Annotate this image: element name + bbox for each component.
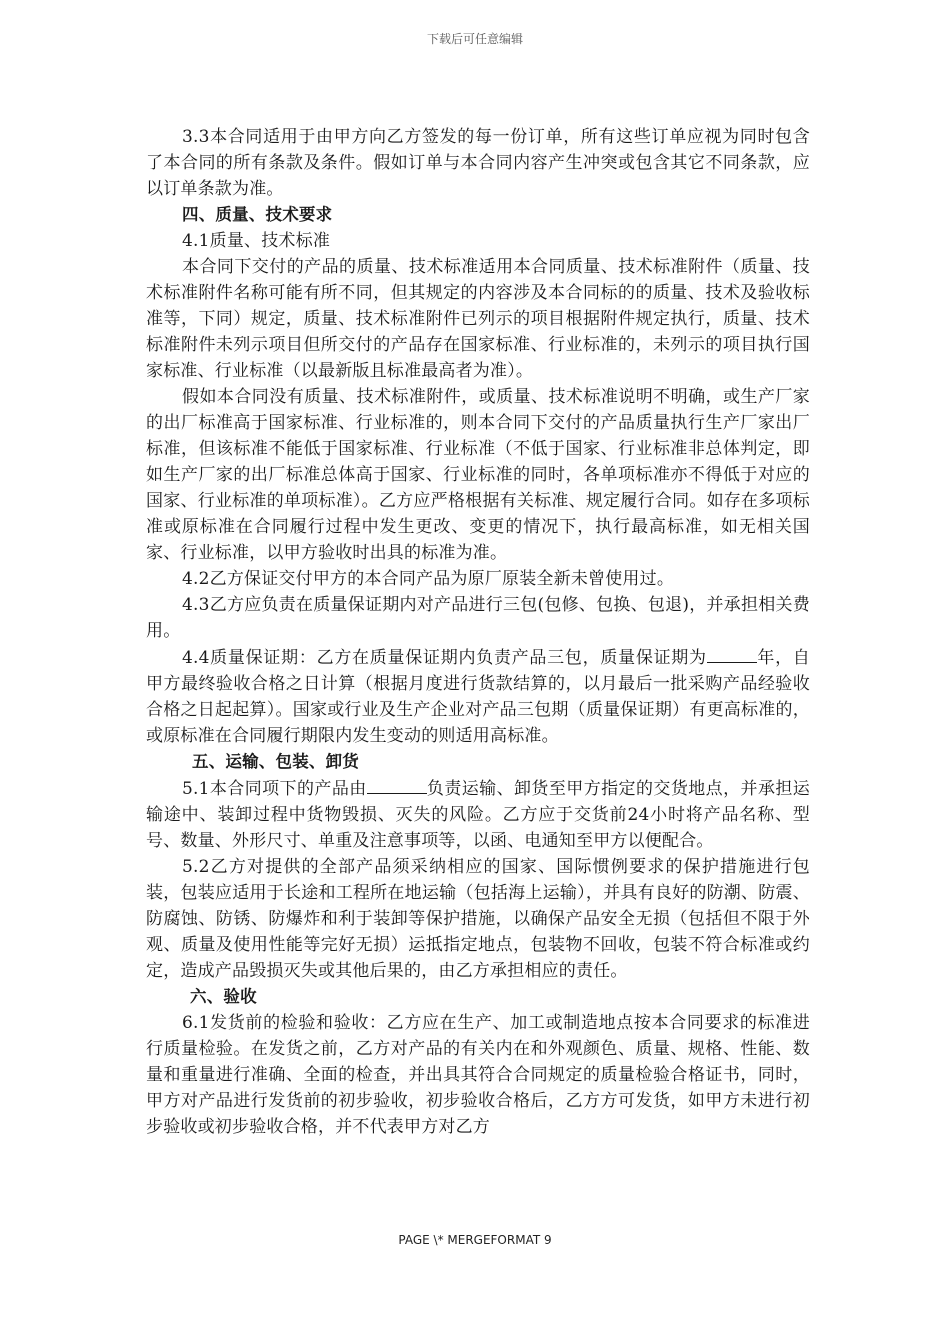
clause-4-1-title: 4.1质量、技术标准 xyxy=(182,231,331,251)
clause-4-3: 4.3乙方应负责在质量保证期内对产品进行三包(包修、包换、包退)，并承担相关费用。 xyxy=(146,595,810,641)
warranty-years-blank xyxy=(707,644,757,663)
clause-3-3: 3.3本合同适用于由甲方向乙方签发的每一份订单，所有这些订单应视为同时包含了本合同的所有条款及条件。假如订单与本合同内容产生冲突或包含其它不同条款，应以订单条款为准。 xyxy=(146,127,810,199)
clause-5-2: 5.2乙方对提供的全部产品须采纳相应的国家、国际惯例要求的保护措施进行包装，包装应适用于长途和工程所在地运输（包括海上运输），并具有良好的防潮、防震、防腐蚀、防锈、防爆炸和利于装卸等保护措施，以确保产品安全无损（包括但不限于外观、质量及使用性能等完好无损）运抵指定地点，包装物不回收，包装不符合标准或约定，造成产品毁损灭失或其他后果的，由乙方承担相应的责任。 xyxy=(146,857,810,981)
clause-4-4-end: 年，自甲方最终验收合格之日计算（根据月度进行货款结算的，以月最后一批采购产品经验收合格之日起起算）。国家或行业及生产企业对产品三包期（质量保证期）有更高标准的，或原标准在合同履行期限内发生变动的则适用高标准。 xyxy=(146,648,811,746)
page-footer: PAGE \* MERGEFORMAT 9 xyxy=(398,1233,552,1247)
clause-4-4 xyxy=(146,644,810,749)
clause-4-1-paragraph-b: 假如本合同没有质量、技术标准附件，或质量、技术标准说明不明确，或生产厂家的出厂标准高于国家标准、行业标准的，则本合同下交付的产品质量执行生产厂家出厂标准，但该标准不能低于国家标准、行业标准（不低于国家、行业标准非总体判定，即如生产厂家的出厂标准总体高于国家、行业标准的同时，各单项标准亦不得低于对应的国家、行业标准的单项标准）。乙方应严格根据有关标准、规定履行合同。如存在多项标准或原标准在合同履行过程中发生更改、变更的情况下，执行最高标准，如无相关国家、行业标准，以甲方验收时出具的标准为准。 xyxy=(146,387,810,563)
section-heading-quality: 四、质量、技术要求 xyxy=(182,205,333,224)
section-heading-transport: 五、运输、包装、卸货 xyxy=(192,752,359,771)
clause-4-4-start: 4.4质量保证期：乙方在质量保证期内负责产品三包，质量保证期为 xyxy=(182,648,707,668)
clause-5-1-start: 5.1本合同项下的产品由 xyxy=(182,779,367,799)
page-header: 下载后可任意编辑 xyxy=(426,32,523,46)
clause-4-2: 4.2乙方保证交付甲方的本合同产品为原厂原装全新未曾使用过。 xyxy=(182,569,675,589)
carrier-blank xyxy=(367,775,427,794)
clause-6-1: 6.1发货前的检验和验收：乙方应在生产、加工或制造地点按本合同要求的标准进行质量检验。在发货之前，乙方对产品的有关内在和外观颜色、质量、规格、性能、数量和重量进行准确、全面的检查，并出具其符合合同规定的质量检验合格证书，同时，甲方对产品进行发货前的初步验收，初步验收合格后，乙方方可发货，如甲方未进行初步验收或初步验收合格，并不代表甲方对乙方 xyxy=(146,1013,810,1137)
clause-5-1-end: 负责运输、卸货至甲方指定的交货地点，并承担运输途中、装卸过程中货物毁损、灭失的风险。乙方应于交货前24小时将产品名称、型号、数量、外形尺寸、单重及注意事项等，以函、电通知至甲方以便配合。 xyxy=(146,779,810,851)
clause-4-1-paragraph-a: 本合同下交付的产品的质量、技术标准适用本合同质量、技术标准附件（质量、技术标准附件名称可能有所不同，但其规定的内容涉及本合同标的的质量、技术及验收标准等，下同）规定，质量、技术标准附件已列示的项目根据附件规定执行，质量、技术标准附件未列示项目但所交付的产品存在国家标准、行业标准的，未列示的项目执行国家标准、行业标准（以最新版且标准最高者为准）。 xyxy=(146,257,810,381)
clause-5-1 xyxy=(146,775,810,854)
section-heading-acceptance: 六、验收 xyxy=(190,987,257,1006)
document-body xyxy=(146,124,810,1140)
